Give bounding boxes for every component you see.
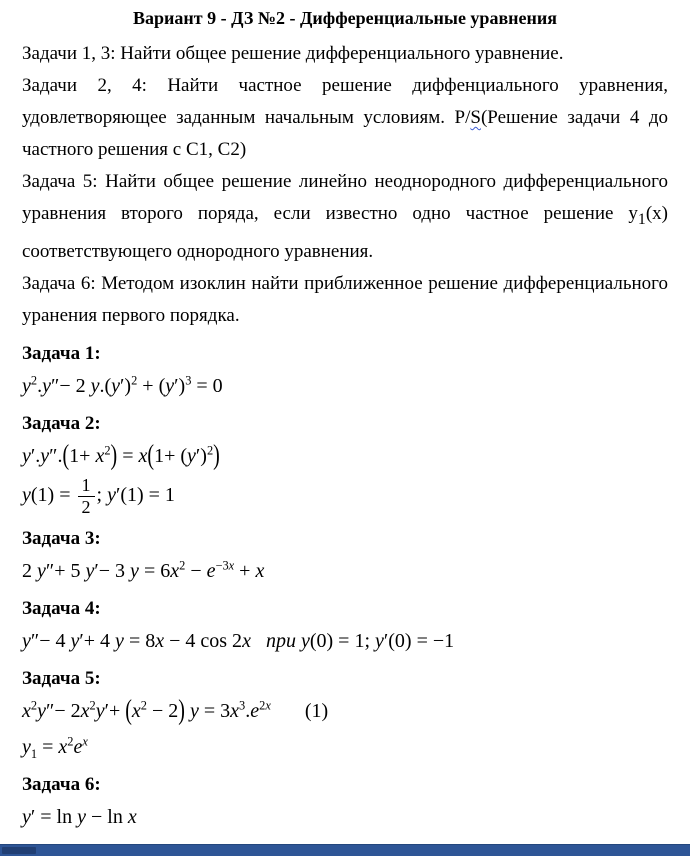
task-block-3 <box>22 527 668 587</box>
task-2-initial-conditions: y(1) = $\frac{1}{2}$ ; y′(1) = 1 <box>22 474 175 517</box>
intro-paragraph-tasks-2-4: Задачи 2, 4: Найти частное решение диффенциального уравнения, удовлетворяющее заданным начальным условиям. P/S(Решение задачи 4 до частного решения с C1, C2) <box>22 75 669 160</box>
task-5-particular-solution: $y_1 = x^2e^x$ <box>22 733 88 761</box>
task-block-6 <box>22 773 668 833</box>
task-3-heading: Задача 3: <box>22 527 101 549</box>
task-6-heading: Задача 6: <box>22 773 101 795</box>
task-block-1 <box>22 342 668 402</box>
task-4-equation: y″− 4 y′+ 4 y = 8x − 4 cos 2x при y(0) = 1; y′(0) = −1 <box>22 629 455 652</box>
task-block-2 <box>22 412 668 517</box>
intro-paragraph-task-6: Задача 6: Методом изоклин найти приближенное решение дифференциального уранения первого порядка. <box>22 272 668 326</box>
page-title: Вариант 9 - ДЗ №2 - Дифференциальные уравнения <box>132 8 558 28</box>
task-5-heading: Задача 5: <box>22 667 101 689</box>
task-5-equation: $x^2y''- 2x^2y'+ (x^2 - 2) y = 3x^3.e^{2x}$ (1) <box>22 693 329 726</box>
task-1-heading: Задача 1: <box>22 342 101 364</box>
intro-paragraph-task-5: Задача 5: Найти общее решение линейно неоднородного дифференциального уравнения второго поряда, если известно одно частное решение $y_1(x)$ соответствующего однородного уравнения. <box>22 171 668 262</box>
task-6-equation: y′ = ln y − ln x <box>22 805 137 828</box>
task-2-heading: Задача 2: <box>22 412 101 434</box>
footer-bar <box>0 844 690 856</box>
footer-left-mark <box>2 847 36 854</box>
task-block-4 <box>22 597 668 657</box>
task-2-equation: $y'.y''.(1+ x^2) = x(1+ (y')^2)$ <box>22 439 220 472</box>
task-4-heading: Задача 4: <box>22 597 101 619</box>
intro-paragraph-tasks-1-3: Задачи 1, 3: Найти общее решение дифференциального уравнение. <box>22 43 564 64</box>
task-3-equation: 2 y″+ 5 y′− 3 $y = 6x^2 - e^{-3x} + x$ <box>22 557 265 582</box>
task-block-5 <box>22 667 668 763</box>
task-1-equation: $y^2.y''- 2$ $y.(y')^2 + (y')^3 = 0$ <box>22 373 223 397</box>
